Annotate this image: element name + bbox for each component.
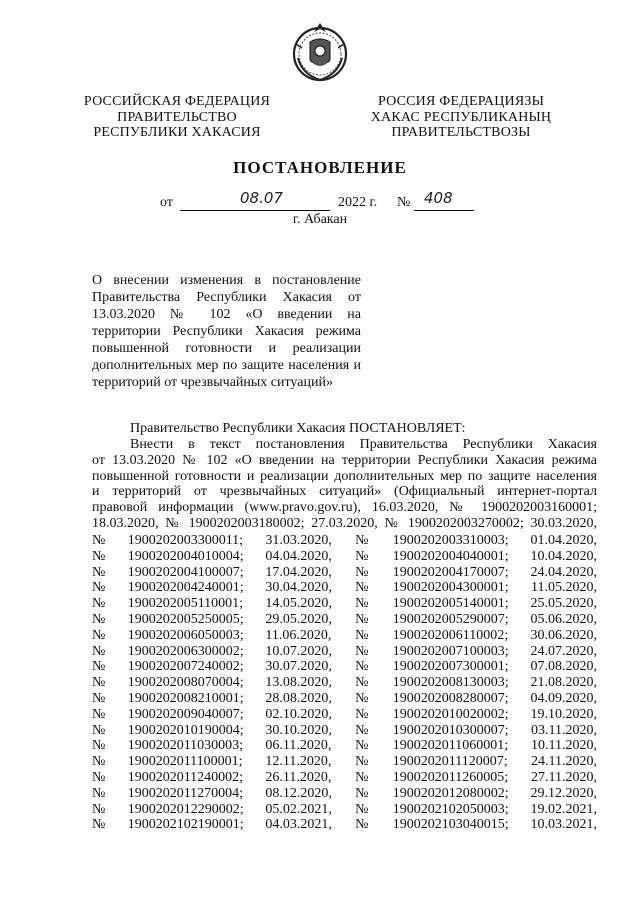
registry-number: 1900202007240002; <box>127 659 244 675</box>
number-sign: № <box>92 564 106 580</box>
publication-date: 12.11.2020, <box>265 754 332 770</box>
table-row <box>92 802 597 818</box>
header-left-line: ПРАВИТЕЛЬСТВО <box>117 109 237 125</box>
publication-date: 11.05.2020, <box>531 580 597 596</box>
publication-date: 24.11.2020, <box>531 754 597 770</box>
table-row <box>92 707 597 723</box>
publication-date: 27.11.2020, <box>531 769 597 785</box>
number-sign: № <box>92 580 106 596</box>
publication-date: 10.04.2020, <box>530 548 597 564</box>
publication-date: 07.08.2020, <box>530 659 597 675</box>
registry-number: 1900202010020002; <box>392 706 509 722</box>
publication-date: 01.04.2020, <box>530 533 597 548</box>
publication-date: 30.10.2020, <box>265 722 332 738</box>
table-row <box>92 770 597 786</box>
registry-number: 1900202011060001; <box>392 738 509 754</box>
registry-number: 1900202005110001; <box>127 596 244 612</box>
registry-number: 1900202006110002; <box>392 627 509 643</box>
publication-date: 30.07.2020, <box>265 659 332 675</box>
number-sign: № <box>92 722 106 738</box>
number-sign: № <box>92 817 106 833</box>
number-sign: № <box>355 564 369 580</box>
publication-date: 24.07.2020, <box>530 643 597 659</box>
registry-number: 1900202005250005; <box>127 611 244 627</box>
publication-date: 17.04.2020, <box>265 564 332 580</box>
table-row <box>92 659 597 675</box>
paragraph-line: от 13.03.2020 № 102 «О введении на территории Республики Хакасия режима <box>92 452 597 468</box>
registry-number: 1900202011100001; <box>127 754 243 770</box>
coat-of-arms-icon <box>288 18 352 86</box>
publication-date: 24.04.2020, <box>530 564 597 580</box>
number-sign: № <box>355 627 369 643</box>
publication-date: 29.05.2020, <box>265 611 332 627</box>
publication-date: 10.11.2020, <box>531 738 597 754</box>
publication-date: 08.12.2020, <box>265 785 332 801</box>
number-sign: № <box>92 690 106 706</box>
number-sign: № <box>355 596 369 612</box>
header-right-line: РОССИЯ ФЕДЕРАЦИЯЗЫ <box>377 94 545 109</box>
publication-date: 11.06.2020, <box>265 627 332 643</box>
paragraph-line: и территорий от чрезвычайных ситуаций» (Официальный интернет-портал <box>92 484 597 500</box>
resolution-preamble: Правительство Республики Хакасия ПОСТАНОВЛЯЕТ: <box>130 421 466 436</box>
number-sign: № <box>355 580 369 596</box>
number-sign: № <box>355 706 369 722</box>
document-subject: О внесении изменения в постановление Правительства Республики Хакасия от 13.03.2020 № 102 «О введении на территории Республики Хакасия режима повышенной готовности и реализации дополнительных мер по защите населения и территорий от чрезвычайных ситуаций» <box>92 273 361 390</box>
publication-date: 06.11.2020, <box>265 738 332 754</box>
number-sign: № <box>355 643 369 659</box>
registry-number: 1900202011120007; <box>392 754 508 770</box>
table-row <box>92 644 597 660</box>
registry-number: 1900202006050003; <box>127 627 244 643</box>
table-row <box>92 565 597 581</box>
registry-number: 1900202006300002; <box>127 643 244 659</box>
number-sign: № <box>355 754 369 770</box>
table-row <box>92 596 597 612</box>
number-sign: № <box>355 722 369 738</box>
registry-number: 1900202007100003; <box>392 643 509 659</box>
number-sign: № <box>355 611 369 627</box>
registry-number: 1900202011030003; <box>127 738 244 754</box>
table-row <box>92 738 597 754</box>
number-label: № <box>397 195 411 210</box>
date-underline <box>180 210 330 211</box>
number-sign: № <box>92 659 106 675</box>
registry-number: 1900202004240001; <box>127 580 244 596</box>
registry-number: 1900202011270004; <box>127 785 244 801</box>
publication-date: 04.03.2021, <box>265 817 332 833</box>
header-right-line: ХАКАС РЕСПУБЛИКАНЫҢ <box>370 109 552 125</box>
registry-number: 1900202009040007; <box>127 706 244 722</box>
registry-number: 1900202003300011; <box>127 533 244 548</box>
registry-number: 1900202012290002; <box>127 801 244 817</box>
table-row <box>92 723 597 739</box>
table-row <box>92 786 597 802</box>
table-row <box>92 549 597 565</box>
date-handwritten: 08.07 <box>240 189 283 207</box>
publication-date: 26.11.2020, <box>265 769 332 785</box>
year-label: 2022 г. <box>338 195 378 210</box>
registry-number: 1900202004170007; <box>392 564 509 580</box>
publication-date: 28.08.2020, <box>265 690 332 706</box>
table-row <box>92 754 597 770</box>
number-sign: № <box>355 769 369 785</box>
number-sign: № <box>355 548 369 564</box>
registry-number: 1900202008130003; <box>392 675 509 691</box>
registry-number: 1900202012080002; <box>392 785 509 801</box>
publication-date: 13.08.2020, <box>265 675 332 691</box>
header-left-line: РОССИЙСКАЯ ФЕДЕРАЦИЯ <box>83 94 271 109</box>
registry-number: 1900202007300001; <box>392 659 509 675</box>
header-right-line: ПРАВИТЕЛЬСТВОЗЫ <box>391 125 531 140</box>
publication-date: 21.08.2020, <box>530 675 597 691</box>
number-sign: № <box>355 690 369 706</box>
number-sign: № <box>92 675 106 691</box>
number-sign: № <box>92 548 106 564</box>
table-row <box>92 580 597 596</box>
publication-date: 05.06.2020, <box>530 611 597 627</box>
number-sign: № <box>92 801 106 817</box>
registry-table <box>92 533 597 833</box>
table-row <box>92 675 597 691</box>
publication-date: 10.03.2021, <box>530 817 597 833</box>
registry-number: 1900202102190001; <box>127 817 244 833</box>
number-sign: № <box>355 801 369 817</box>
publication-date: 19.10.2020, <box>530 706 597 722</box>
registry-number: 1900202102050003; <box>392 801 509 817</box>
date-from-label: от <box>160 195 173 210</box>
number-sign: № <box>92 596 106 612</box>
publication-date: 30.04.2020, <box>265 580 332 596</box>
number-sign: № <box>92 769 106 785</box>
table-row <box>92 817 597 833</box>
number-sign: № <box>92 611 106 627</box>
publication-date: 29.12.2020, <box>530 785 597 801</box>
number-sign: № <box>92 738 106 754</box>
registry-number: 1900202004040001; <box>392 548 509 564</box>
number-sign: № <box>92 533 106 548</box>
header-left-line: РЕСПУБЛИКИ ХАКАСИЯ <box>93 125 261 140</box>
table-row <box>92 612 597 628</box>
registry-number: 1900202010190004; <box>127 722 244 738</box>
paragraph-line: Внести в текст постановления Правительства Республики Хакасия <box>130 437 597 452</box>
registry-number: 1900202004010004; <box>127 548 244 564</box>
header-right <box>336 94 586 141</box>
number-sign: № <box>355 785 369 801</box>
registry-number: 1900202103040015; <box>392 817 509 833</box>
publication-date: 10.07.2020, <box>265 643 332 659</box>
paragraph-line: 18.03.2020, № 1900202003180002; 27.03.2020, № 1900202003270002; 30.03.2020, <box>92 515 597 531</box>
number-sign: № <box>355 738 369 754</box>
publication-date: 14.05.2020, <box>265 596 332 612</box>
registry-number: 1900202011240002; <box>127 769 244 785</box>
city-label: г. Абакан <box>292 212 348 227</box>
number-underline <box>414 210 474 211</box>
number-sign: № <box>355 659 369 675</box>
registry-number: 1900202004300001; <box>392 580 509 596</box>
registry-number: 1900202008280007; <box>392 690 509 706</box>
registry-number: 1900202005140001; <box>392 596 509 612</box>
publication-date: 25.05.2020, <box>530 596 597 612</box>
number-sign: № <box>355 533 369 548</box>
registry-number: 1900202008070004; <box>127 675 244 691</box>
publication-date: 05.02.2021, <box>265 801 332 817</box>
registry-number: 1900202010300007; <box>392 722 509 738</box>
table-row <box>92 628 597 644</box>
number-sign: № <box>92 754 106 770</box>
table-row <box>92 533 597 549</box>
registry-number: 1900202004100007; <box>127 564 244 580</box>
publication-date: 19.02.2021, <box>530 801 597 817</box>
number-sign: № <box>355 675 369 691</box>
publication-date: 04.09.2020, <box>530 690 597 706</box>
number-handwritten: 408 <box>424 189 453 207</box>
header-left <box>52 94 302 141</box>
registry-number: 1900202005290007; <box>392 611 509 627</box>
registry-number: 1900202003310003; <box>392 533 509 548</box>
publication-date: 04.04.2020, <box>265 548 332 564</box>
number-sign: № <box>355 817 369 833</box>
table-row <box>92 691 597 707</box>
number-sign: № <box>92 785 106 801</box>
resolution-paragraph <box>92 437 597 532</box>
registry-number: 1900202008210001; <box>127 690 244 706</box>
publication-date: 02.10.2020, <box>265 706 332 722</box>
publication-date: 03.11.2020, <box>531 722 597 738</box>
document-title: ПОСТАНОВЛЕНИЕ <box>233 158 407 177</box>
paragraph-line: повышенной готовности и реализации дополнительных мер по защите населения <box>92 468 597 484</box>
paragraph-line: правовой информации (www.pravo.gov.ru), 16.03.2020, № 1900202003160001; <box>92 500 597 516</box>
publication-date: 30.06.2020, <box>530 627 597 643</box>
number-sign: № <box>92 706 106 722</box>
registry-number: 1900202011260005; <box>392 769 509 785</box>
publication-date: 31.03.2020, <box>265 533 332 548</box>
number-sign: № <box>92 627 106 643</box>
number-sign: № <box>92 643 106 659</box>
